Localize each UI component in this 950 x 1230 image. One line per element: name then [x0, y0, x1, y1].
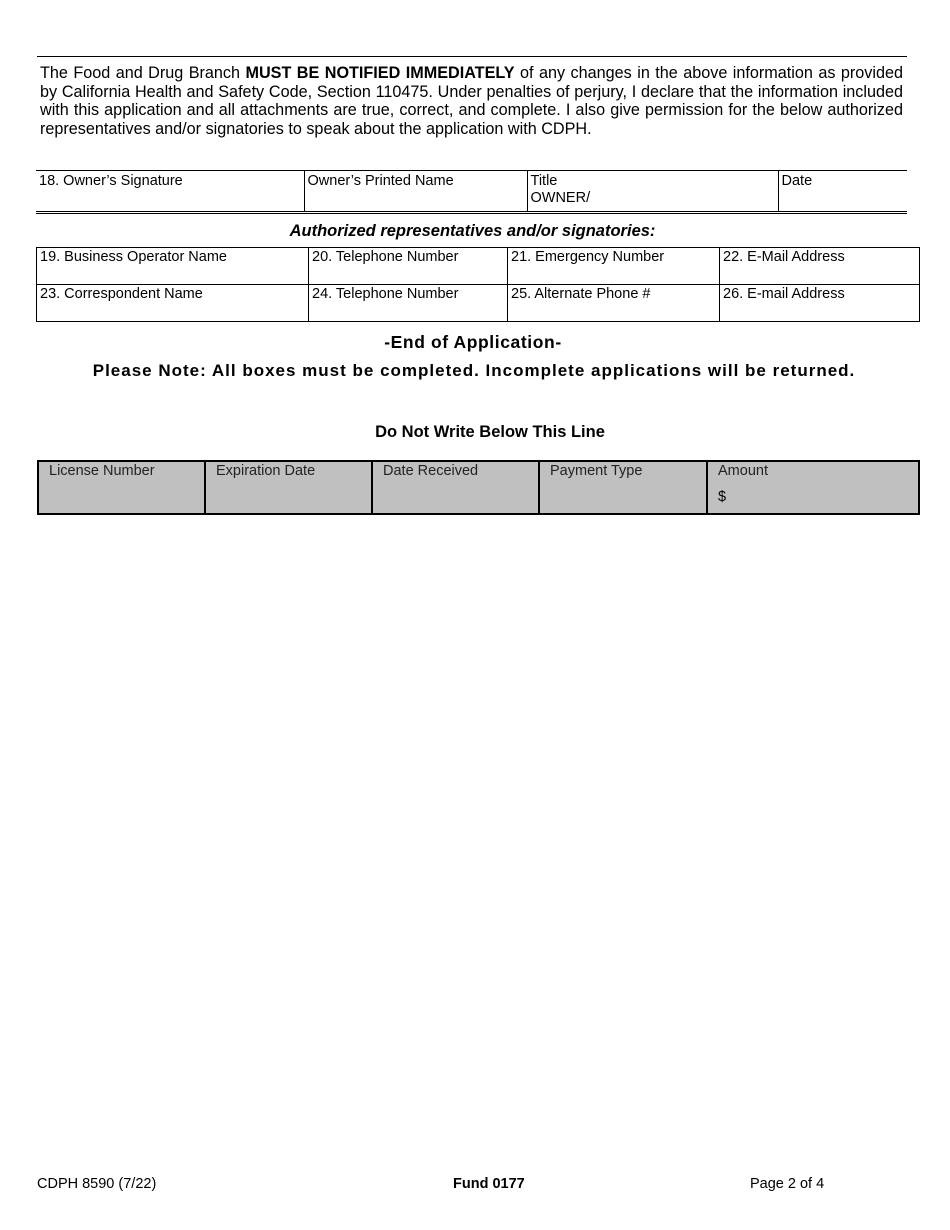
amount-cell — [707, 461, 919, 514]
correspondent-telephone-label: 24. Telephone Number — [312, 286, 459, 302]
correspondent-email-label: 26. E-mail Address — [723, 286, 845, 302]
owner-signature-label: 18. Owner’s Signature — [39, 173, 183, 189]
date-field[interactable] — [778, 171, 907, 213]
footer-page-number: Page 2 of 4 — [750, 1176, 825, 1192]
footer-fund: Fund 0177 — [453, 1176, 525, 1192]
authorized-row — [37, 285, 920, 322]
do-not-write-heading: Do Not Write Below This Line — [375, 423, 605, 441]
email-address-field[interactable] — [720, 248, 920, 285]
license-number-label: License Number — [49, 463, 155, 479]
title-field[interactable] — [527, 171, 778, 213]
authorized-representatives-heading: Authorized representatives and/or signatories: — [289, 222, 656, 240]
correspondent-email-field[interactable] — [720, 285, 920, 322]
owner-signature-row — [36, 171, 907, 213]
license-number-cell — [38, 461, 205, 514]
declaration-paragraph — [37, 56, 907, 138]
currency-symbol: $ — [718, 489, 727, 505]
office-use-table — [37, 460, 920, 515]
declaration-text-part2: of any changes in the above information as provided by California Health and Safety Code, Section 110475. Under penalties of perjury, I declare that the information included with this application and all attachments are true, correct, and complete. I also give permission for the below authorized representatives and/or signatories to speak about the application with CDPH. — [40, 64, 903, 138]
office-use-row — [38, 461, 919, 514]
payment-type-label: Payment Type — [550, 463, 643, 479]
telephone-number-field[interactable] — [309, 248, 508, 285]
title-label: Title — [530, 173, 558, 189]
declaration-text-part1: The Food and Drug Branch — [40, 64, 246, 82]
business-operator-name-field[interactable] — [37, 248, 309, 285]
owner-printed-name-label: Owner’s Printed Name — [307, 173, 454, 189]
alternate-phone-label: 25. Alternate Phone # — [511, 286, 651, 302]
date-label: Date — [781, 173, 813, 189]
email-address-label: 22. E-Mail Address — [723, 249, 845, 265]
owner-printed-name-field[interactable] — [304, 171, 527, 213]
date-received-cell — [372, 461, 539, 514]
expiration-date-label: Expiration Date — [216, 463, 316, 479]
declaration-bold-notice: MUST BE NOTIFIED IMMEDIATELY — [245, 64, 515, 82]
emergency-number-label: 21. Emergency Number — [511, 249, 665, 265]
telephone-number-label: 20. Telephone Number — [312, 249, 459, 265]
business-operator-name-label: 19. Business Operator Name — [40, 249, 227, 265]
authorized-row — [37, 248, 920, 285]
alternate-phone-field[interactable] — [508, 285, 720, 322]
owner-signature-table — [36, 170, 907, 214]
authorized-representatives-table — [36, 247, 920, 322]
date-received-label: Date Received — [383, 463, 479, 479]
correspondent-name-label: 23. Correspondent Name — [40, 286, 203, 302]
owner-signature-field[interactable] — [36, 171, 304, 213]
emergency-number-field[interactable] — [508, 248, 720, 285]
please-note-text: Please Note: All boxes must be completed. Incomplete applications will be returned. — [92, 361, 856, 380]
end-of-application-text: -End of Application- — [384, 332, 562, 352]
correspondent-name-field[interactable] — [37, 285, 309, 322]
title-value: OWNER/ — [530, 190, 591, 206]
amount-label: Amount — [718, 463, 768, 479]
correspondent-telephone-field[interactable] — [309, 285, 508, 322]
payment-type-cell — [539, 461, 707, 514]
footer-form-id: CDPH 8590 (7/22) — [37, 1176, 157, 1192]
expiration-date-cell — [205, 461, 372, 514]
